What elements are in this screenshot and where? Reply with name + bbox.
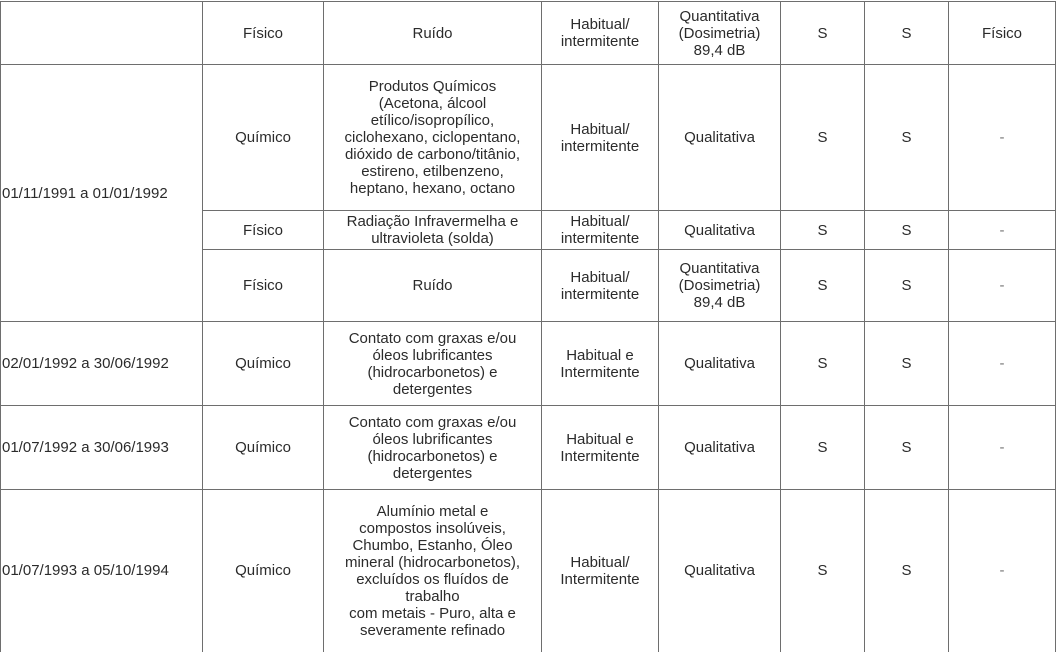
exposure-cell: Habitual/ Intermitente	[542, 490, 659, 652]
agent-group-cell: Físico	[203, 250, 324, 322]
evaluation-cell: Qualitativa	[659, 211, 781, 250]
exposure-cell: Habitual e Intermitente	[542, 322, 659, 406]
s-cell: S	[865, 406, 949, 490]
evaluation-cell: Qualitativa	[659, 490, 781, 652]
code-cell: -	[949, 322, 1056, 406]
agent-group-cell: Químico	[203, 65, 324, 211]
table-row	[1, 406, 1056, 490]
code-cell: -	[949, 250, 1056, 322]
period-cell: 01/11/1991 a 01/01/1992	[1, 65, 203, 322]
agent-cell: Contato com graxas e/ou óleos lubrificantes (hidrocarbonetos) e detergentes	[324, 406, 542, 490]
s-cell: S	[865, 211, 949, 250]
agent-group-cell: Físico	[203, 2, 324, 65]
evaluation-cell: Qualitativa	[659, 65, 781, 211]
s-cell: S	[781, 2, 865, 65]
exposure-cell: Habitual/ intermitente	[542, 250, 659, 322]
table-row	[1, 2, 1056, 65]
exposure-cell: Habitual e Intermitente	[542, 406, 659, 490]
s-cell: S	[781, 406, 865, 490]
agent-cell: Alumínio metal e compostos insolúveis, Chumbo, Estanho, Óleo mineral (hidrocarbonetos), excluídos os fluídos de trabalho com metais - Puro, alta e severamente refinado	[324, 490, 542, 652]
s-cell: S	[781, 250, 865, 322]
agent-group-cell: Físico	[203, 211, 324, 250]
s-cell: S	[781, 322, 865, 406]
exposure-cell: Habitual/ intermitente	[542, 211, 659, 250]
agent-cell: Radiação Infravermelha e ultravioleta (solda)	[324, 211, 542, 250]
code-cell: Físico	[949, 2, 1056, 65]
code-cell: -	[949, 211, 1056, 250]
table-row	[1, 65, 1056, 211]
evaluation-cell: Qualitativa	[659, 322, 781, 406]
period-cell: 01/07/1993 a 05/10/1994	[1, 490, 203, 652]
agent-cell: Contato com graxas e/ou óleos lubrificantes (hidrocarbonetos) e detergentes	[324, 322, 542, 406]
code-cell: -	[949, 406, 1056, 490]
evaluation-cell: Quantitativa (Dosimetria) 89,4 dB	[659, 250, 781, 322]
s-cell: S	[865, 65, 949, 211]
agent-cell: Ruído	[324, 250, 542, 322]
s-cell: S	[865, 322, 949, 406]
s-cell: S	[865, 2, 949, 65]
agent-cell: Produtos Químicos (Acetona, álcool etílico/isopropílico, ciclohexano, ciclopentano, dióxido de carbono/titânio, estireno, etilbenzeno, heptano, hexano, octano	[324, 65, 542, 211]
period-cell	[1, 2, 203, 65]
s-cell: S	[781, 211, 865, 250]
agent-group-cell: Químico	[203, 322, 324, 406]
agent-group-cell: Químico	[203, 406, 324, 490]
exposure-table	[0, 1, 1056, 652]
evaluation-cell: Qualitativa	[659, 406, 781, 490]
period-cell: 01/07/1992 a 30/06/1993	[1, 406, 203, 490]
agent-group-cell: Químico	[203, 490, 324, 652]
code-cell: -	[949, 65, 1056, 211]
period-cell: 02/01/1992 a 30/06/1992	[1, 322, 203, 406]
evaluation-cell: Quantitativa (Dosimetria) 89,4 dB	[659, 2, 781, 65]
agent-cell: Ruído	[324, 2, 542, 65]
s-cell: S	[781, 65, 865, 211]
exposure-cell: Habitual/ intermitente	[542, 65, 659, 211]
s-cell: S	[865, 250, 949, 322]
s-cell: S	[865, 490, 949, 652]
table-row	[1, 490, 1056, 652]
code-cell: -	[949, 490, 1056, 652]
exposure-cell: Habitual/ intermitente	[542, 2, 659, 65]
s-cell: S	[781, 490, 865, 652]
table-row	[1, 322, 1056, 406]
